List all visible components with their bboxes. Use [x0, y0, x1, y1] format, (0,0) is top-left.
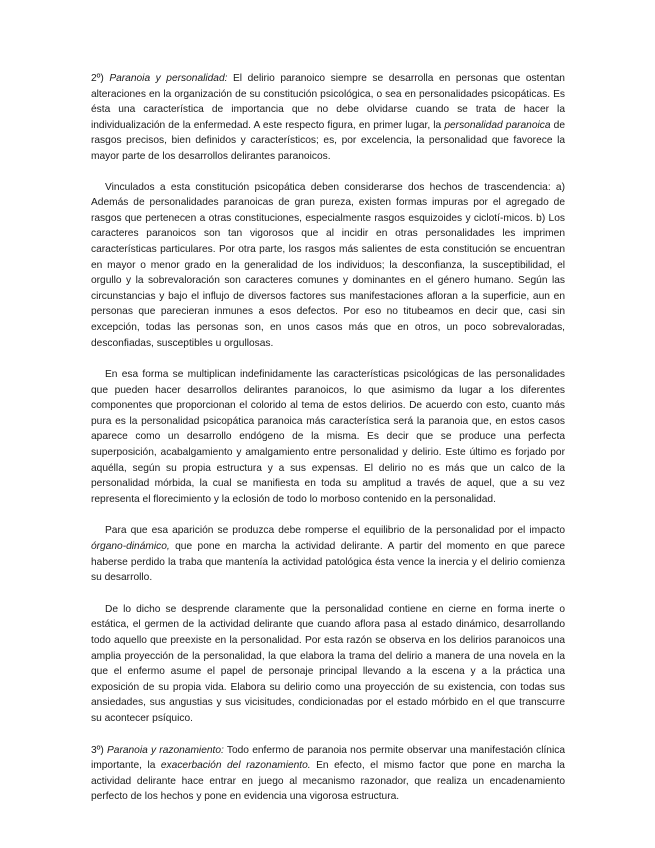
paragraph-constitution: Vinculados a esta constitución psicopática deben considerarse dos hechos de trascendencia: a) Además de personalidades paranoicas de gran pureza, existen formas impuras por el agregado de rasgos que pertenecen a otras constituciones, especialmente rasgos esquizoides y ciclotí-micos. b) Los caracteres paranoicos son tan vigorosos que al incidir en otras personalidades les imprimen características particulares. Por otra parte, los rasgos más salientes de esta constitución se encuentran en mayor o menor grado en la generalidad de los individuos; la desconfianza, la susceptibilidad, el orgullo y la sobrevaloración son caracteres comunes y dominantes en el género humano. Según las circunstancias y bajo el influjo de diversos factores sus manifestaciones afloran a la superficie, aun en personas que parecieran inmunes a esos defectos. Por eso no titubeamos en decir que, casi sin excepción, todas las personas son, en unos casos más que en otros, un poco sobrevaloradas, desconfiadas, susceptibles u orgullosas.	[91, 181, 565, 349]
paragraph-equilibrium	[91, 523, 565, 585]
section-number: 3º)	[91, 744, 104, 756]
paragraph-text: El delirio paranoico siempre se desarrolla en personas que ostentan alteraciones en la organización de su constitución psicológica, o sea en personalidades psicopáticas. Es ésta una característica de importancia que no debe olvidarse cuando se trata de hacer la individualización de la enfermedad. A este respecto figura, en primer lugar, la	[91, 73, 565, 131]
paragraph-section-3	[91, 743, 565, 805]
section-title: Paranoia y razonamiento:	[107, 744, 224, 756]
paragraph-text: que pone en marcha la actividad delirante. A partir del momento en que parece haberse perdido la traba que mantenía la actividad patológica ésta vence la inercia y el delirio comienza su desarrollo.	[91, 541, 565, 584]
paragraph-projection: De lo dicho se desprende claramente que la personalidad contiene en cierne en forma inerte o estática, el germen de la actividad delirante que cuando aflora pasa al estado dinámico, desarrollando todo aquello que preexiste en la personalidad. Por esta razón se observa en los delirios paranoicos una amplia proyección de la personalidad, la que elabora la trama del delirio a manera de una novela en la que el enfermo asume el papel de personaje principal llevando a la escena y a la práctica una exposición de su propia vida. Elabora su delirio como una proyección de su existencia, con todas sus ansiedades, sus angustias y sus vicisitudes, condicionadas por el estado mórbido en el que transcurre su acontecer psíquico.	[91, 603, 565, 724]
paragraph-characteristics: En esa forma se multiplican indefinidamente las características psicológicas de las personalidades que pueden hacer desarrollos delirantes paranoicos, lo que asimismo da lugar a los diferentes componentes que proporcionan el colorido al tema de estos delirios. De acuerdo con esto, cuanto más pura es la personalidad psicopática paranoica más característica será la paranoia que, en estos casos aparece como un desarrollo endógeno de la misma. Es decir que se produce una perfecta superposición, acabalgamiento y amalgamiento entre personalidad y delirio. Este último es forjado por aquélla, según su propia estructura y a sus expensas. El delirio no es más que un calco de la personalidad mórbida, la cual se manifiesta en toda su amplitud a través de aquel, que a su vez representa el florecimiento y la eclosión de todo lo morboso contenido en la personalidad.	[91, 369, 565, 505]
section-title: Paranoia y personalidad:	[109, 73, 228, 84]
paragraph-text: Todo enfermo de paranoia nos permite observar una manifestación clínica importante, la	[91, 744, 565, 772]
emphasis-text: personalidad paranoica	[444, 119, 551, 131]
emphasis-text: exacerbación del razonamiento.	[160, 760, 311, 772]
paragraph-section-2	[91, 71, 565, 165]
paragraph-text: de rasgos precisos, bien definidos y característicos; es, por excelencia, la personalidad que favorece la mayor parte de los desarrollos delirantes paranoicos.	[91, 119, 565, 162]
paragraph-text: En efecto, el mismo factor que pone en marcha la actividad delirante hace entrar en juego al mecanismo razonador, que realiza un encadenamiento perfecto de los hechos y pone en evidencia una vigorosa estructura.	[91, 760, 565, 803]
section-number: 2º)	[91, 73, 104, 84]
document-page	[91, 71, 565, 821]
paragraph-text: Para que esa aparición se produzca debe romperse el equilibrio de la personalidad por el impacto	[105, 525, 565, 537]
emphasis-text: órgano-dinámico,	[91, 541, 170, 553]
